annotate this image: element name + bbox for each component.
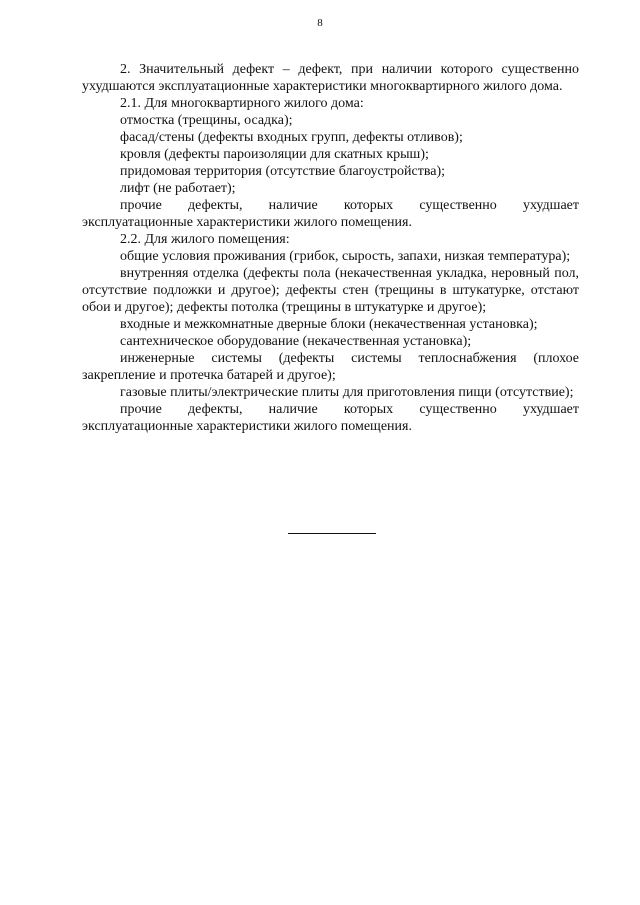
list-item: лифт (не работает); xyxy=(120,181,236,196)
end-divider-line xyxy=(288,533,376,534)
list-item: общие условия проживания (грибок, сырость, запахи, низкая температура); xyxy=(120,249,571,264)
section-heading-living-quarters: 2.2. Для жилого помещения: xyxy=(120,232,290,247)
list-item: отмостка (трещины, осадка); xyxy=(120,113,293,128)
list-item: прочие дефекты, наличие которых существенно ухудшает эксплуатационные характеристики жилого помещения. xyxy=(82,402,579,434)
list-item: инженерные системы (дефекты системы теплоснабжения (плохое закрепление и протечка батарей и другое); xyxy=(82,351,579,383)
list-item: входные и межкомнатные дверные блоки (некачественная установка); xyxy=(120,317,538,332)
list-item: газовые плиты/электрические плиты для приготовления пищи (отсутствие); xyxy=(120,385,574,400)
paragraph-significant-defect-definition: 2. Значительный дефект – дефект, при наличии которого существенно ухудшаются эксплуатационные характеристики многоквартирного жилого дома. xyxy=(82,62,579,94)
document-body xyxy=(82,61,579,435)
list-item: кровля (дефекты пароизоляции для скатных крыш); xyxy=(120,147,429,162)
list-item: прочие дефекты, наличие которых существенно ухудшает эксплуатационные характеристики жилого помещения. xyxy=(82,198,579,230)
section-heading-apartment-building: 2.1. Для многоквартирного жилого дома: xyxy=(120,96,364,111)
list-item: фасад/стены (дефекты входных групп, дефекты отливов); xyxy=(120,130,463,145)
list-item: сантехническое оборудование (некачественная установка); xyxy=(120,334,472,349)
list-item: придомовая территория (отсутствие благоустройства); xyxy=(120,164,446,179)
page-number: 8 xyxy=(317,17,323,29)
list-item: внутренняя отделка (дефекты пола (некачественная укладка, неровный пол, отсутствие подложки и другое); дефекты стен (трещины в штукатурке, отстают обои и другое); дефекты потолка (трещины в штукатурке и другое); xyxy=(82,266,579,315)
